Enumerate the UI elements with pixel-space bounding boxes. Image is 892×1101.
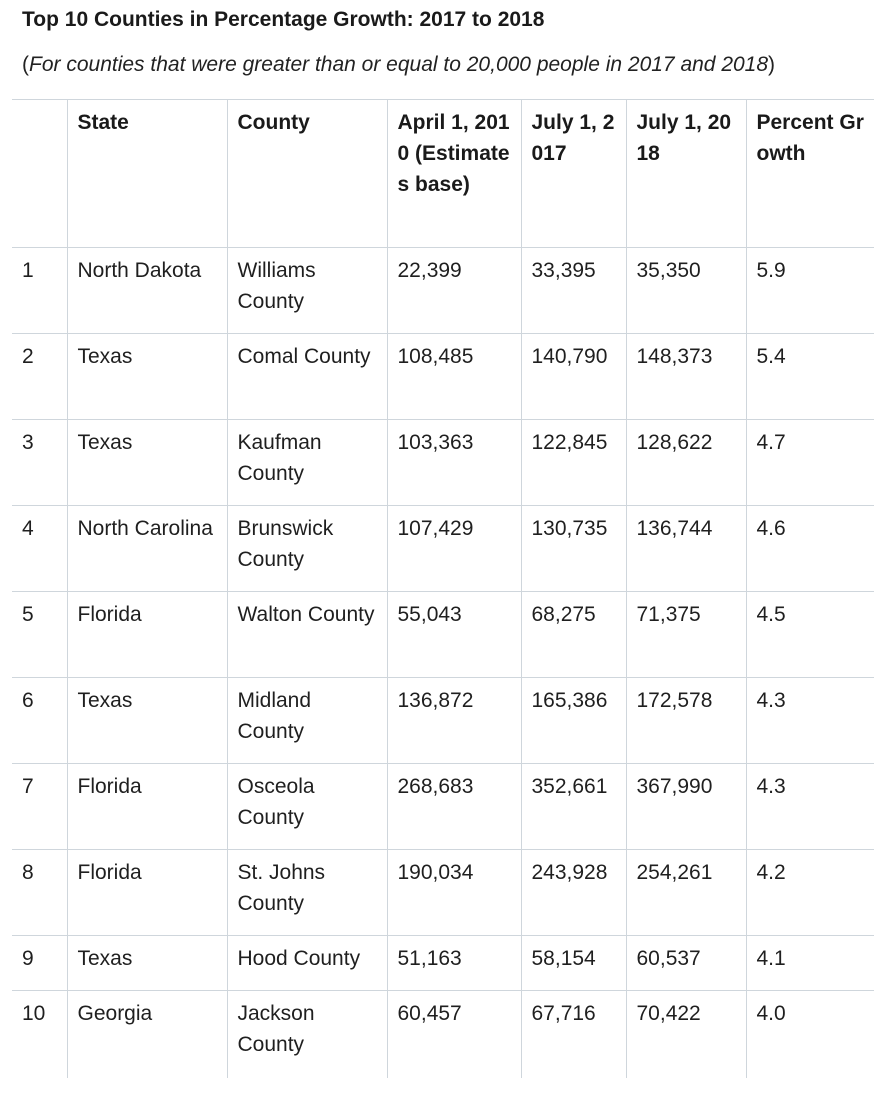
header-county: County (227, 100, 387, 248)
subtitle-close-paren: ) (768, 53, 776, 76)
table-header-row (12, 100, 874, 248)
table-row (12, 678, 874, 764)
cell-rank: 4 (22, 517, 34, 540)
cell-april-2010: 22,399 (387, 248, 521, 334)
cell-state: Texas (67, 678, 227, 764)
subtitle-open-paren: ( (22, 53, 29, 76)
header-state: State (67, 100, 227, 248)
cell-july-2017: 140,790 (521, 334, 626, 420)
cell-july-2018: 35,350 (626, 248, 746, 334)
table-row (12, 592, 874, 678)
table-row (12, 850, 874, 936)
cell-july-2018: 70,422 (626, 991, 746, 1078)
cell-april-2010: 268,683 (387, 764, 521, 850)
cell-rank: 3 (22, 431, 34, 454)
header-april-2010: April 1, 2010 (Estimates base) (387, 100, 521, 248)
cell-april-2010: 60,457 (387, 991, 521, 1078)
cell-july-2017: 243,928 (521, 850, 626, 936)
cell-april-2010: 55,043 (387, 592, 521, 678)
cell-rank: 9 (22, 947, 34, 970)
cell-state: Florida (67, 764, 227, 850)
page-title: Top 10 Counties in Percentage Growth: 2017 to 2018 (22, 8, 545, 31)
cell-rank: 1 (22, 259, 34, 282)
table-subtitle (22, 53, 775, 77)
table-row (12, 991, 874, 1078)
cell-april-2010: 108,485 (387, 334, 521, 420)
header-rank (12, 100, 67, 248)
cell-state: Georgia (67, 991, 227, 1078)
cell-state: Texas (67, 334, 227, 420)
cell-july-2018: 128,622 (626, 420, 746, 506)
cell-rank: 6 (22, 689, 34, 712)
cell-july-2018: 71,375 (626, 592, 746, 678)
cell-percent-growth: 5.9 (746, 248, 874, 334)
header-percent-growth: Percent Growth (746, 100, 874, 248)
cell-july-2017: 33,395 (521, 248, 626, 334)
cell-county: Comal County (227, 334, 387, 420)
cell-state: Texas (67, 420, 227, 506)
cell-rank: 2 (22, 345, 34, 368)
cell-rank: 8 (22, 861, 34, 884)
cell-state: Florida (67, 592, 227, 678)
counties-growth-table (12, 99, 874, 1078)
cell-percent-growth: 5.4 (746, 334, 874, 420)
table-row (12, 334, 874, 420)
cell-state: North Carolina (67, 506, 227, 592)
header-july-2018: July 1, 2018 (626, 100, 746, 248)
cell-county: Walton County (227, 592, 387, 678)
table-row (12, 248, 874, 334)
cell-percent-growth: 4.7 (746, 420, 874, 506)
table-row (12, 764, 874, 850)
cell-july-2017: 352,661 (521, 764, 626, 850)
header-july-2017: July 1, 2017 (521, 100, 626, 248)
cell-county: St. Johns County (227, 850, 387, 936)
cell-july-2017: 130,735 (521, 506, 626, 592)
cell-percent-growth: 4.2 (746, 850, 874, 936)
cell-county: Williams County (227, 248, 387, 334)
cell-percent-growth: 4.3 (746, 764, 874, 850)
table-row (12, 420, 874, 506)
cell-county: Kaufman County (227, 420, 387, 506)
cell-april-2010: 190,034 (387, 850, 521, 936)
cell-state: North Dakota (67, 248, 227, 334)
cell-april-2010: 51,163 (387, 936, 521, 991)
cell-county: Osceola County (227, 764, 387, 850)
cell-july-2018: 60,537 (626, 936, 746, 991)
table-row (12, 936, 874, 991)
cell-county: Jackson County (227, 991, 387, 1078)
cell-july-2017: 68,275 (521, 592, 626, 678)
cell-july-2017: 58,154 (521, 936, 626, 991)
cell-percent-growth: 4.6 (746, 506, 874, 592)
cell-state: Florida (67, 850, 227, 936)
cell-county: Hood County (227, 936, 387, 991)
cell-percent-growth: 4.0 (746, 991, 874, 1078)
cell-percent-growth: 4.1 (746, 936, 874, 991)
cell-county: Midland County (227, 678, 387, 764)
cell-july-2018: 136,744 (626, 506, 746, 592)
cell-july-2017: 67,716 (521, 991, 626, 1078)
cell-april-2010: 107,429 (387, 506, 521, 592)
cell-percent-growth: 4.5 (746, 592, 874, 678)
cell-april-2010: 103,363 (387, 420, 521, 506)
cell-july-2018: 172,578 (626, 678, 746, 764)
cell-rank: 7 (22, 775, 34, 798)
cell-july-2018: 254,261 (626, 850, 746, 936)
cell-percent-growth: 4.3 (746, 678, 874, 764)
table-row (12, 506, 874, 592)
cell-rank: 10 (22, 1002, 46, 1025)
cell-july-2018: 367,990 (626, 764, 746, 850)
cell-april-2010: 136,872 (387, 678, 521, 764)
cell-county: Brunswick County (227, 506, 387, 592)
cell-july-2017: 165,386 (521, 678, 626, 764)
cell-state: Texas (67, 936, 227, 991)
subtitle-text: For counties that were greater than or equal to 20,000 people in 2017 and 2018 (29, 53, 769, 76)
cell-july-2017: 122,845 (521, 420, 626, 506)
cell-rank: 5 (22, 603, 34, 626)
cell-july-2018: 148,373 (626, 334, 746, 420)
